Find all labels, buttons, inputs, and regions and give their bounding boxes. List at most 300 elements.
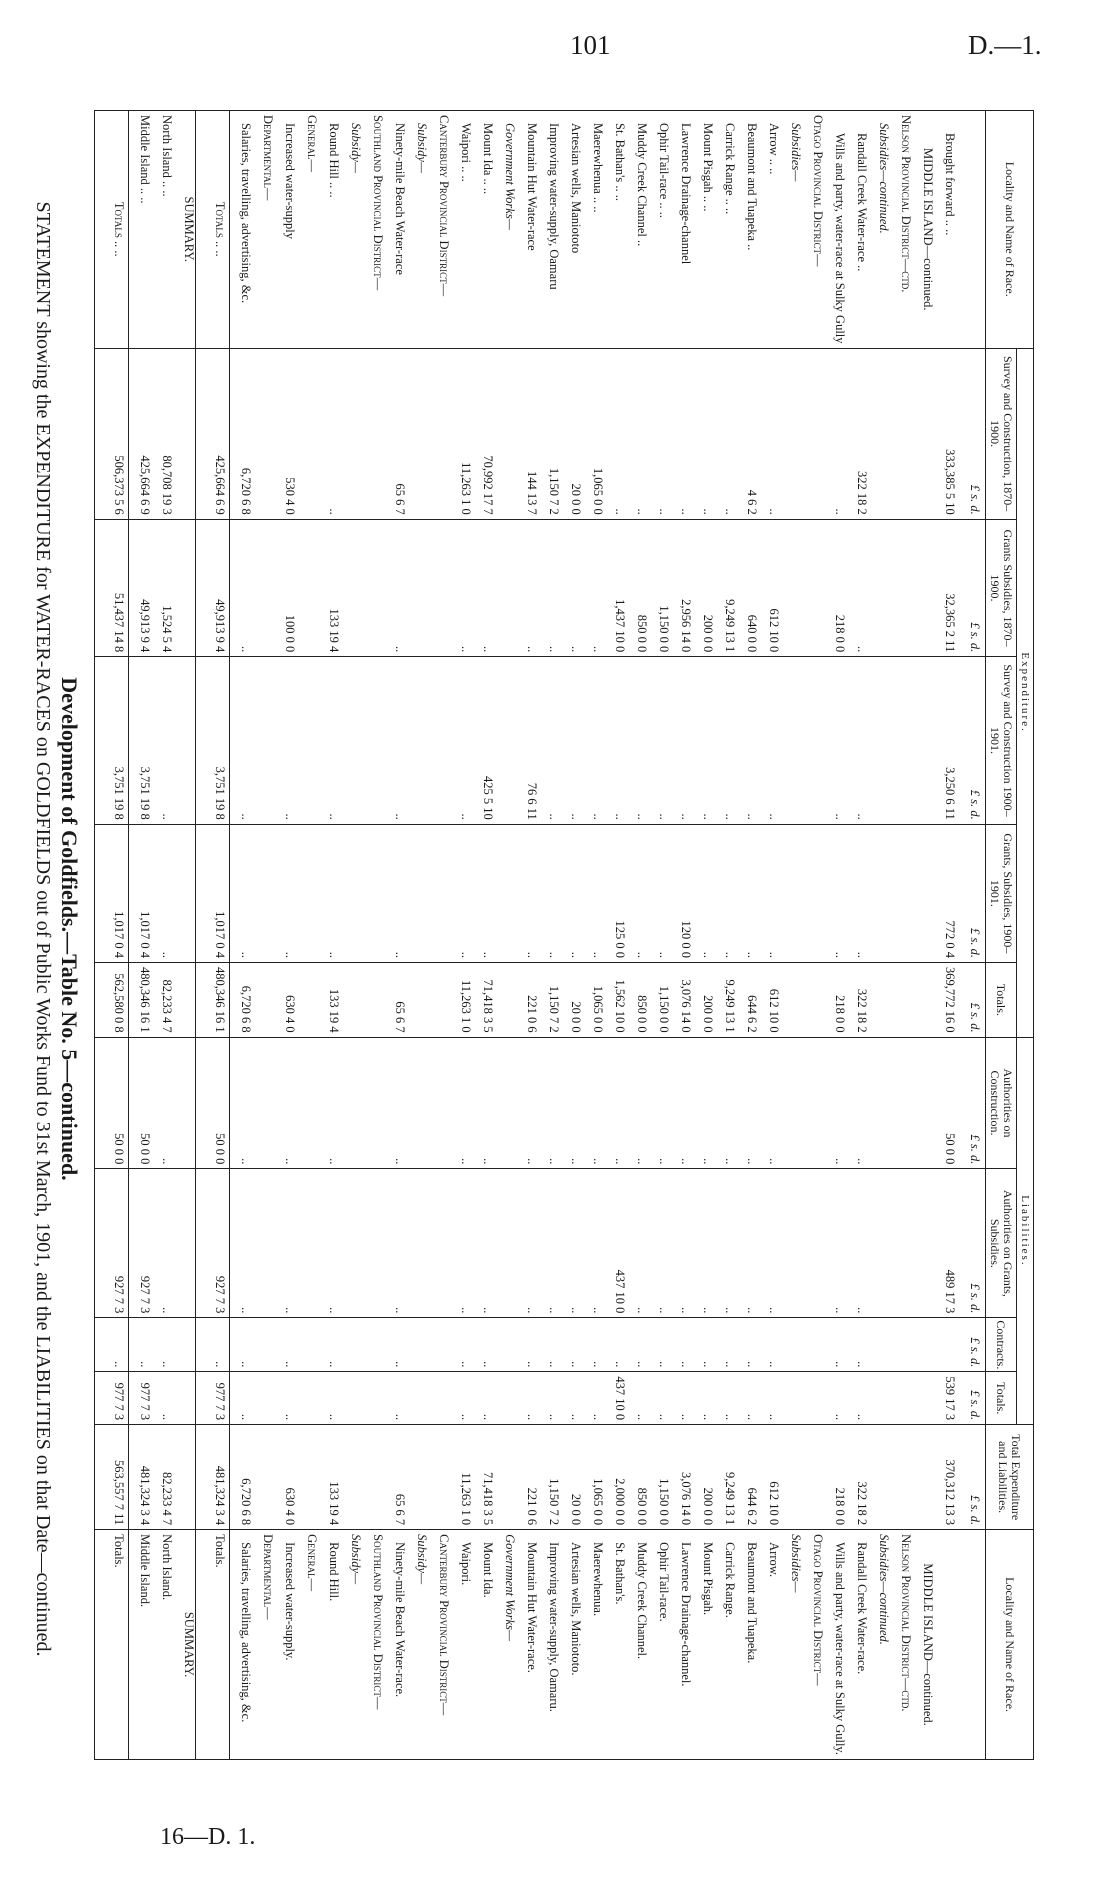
row-label: Mount Pisgah .. .. [692,111,714,349]
cell-c7 [252,1169,274,1318]
row-label-right: Increased water-supply. [274,1530,296,1760]
cell-c3: .. [758,657,780,825]
cell-c2 [494,519,516,656]
cell-c5: 1,150 7 2 [538,963,560,1038]
totals-row [196,111,229,1760]
cell-c10: 481,324 3 4 [196,1425,229,1530]
cell-c6: .. [736,1037,758,1169]
row-label-right: Lawrence Drainage-channel. [670,1530,692,1760]
cell-c9: .. [758,1372,780,1425]
cell-c8: .. [648,1318,670,1372]
table-row [934,111,956,1760]
cell-c9 [494,1372,516,1425]
cell-c5: 82,233 4 7 [151,963,173,1038]
cell-c5: 9,249 13 1 [714,963,736,1038]
unit-label: £ s. d. [956,657,985,825]
cell-c2: .. [538,519,560,656]
cell-c10: 850 0 0 [626,1425,648,1530]
row-label: Beaumont and Tuapeka .. [736,111,758,349]
row-label-right: Subsidy— [406,1530,428,1760]
unit-row [956,111,985,1760]
row-label-right: Artesian wells, Maniototo. [560,1530,582,1760]
row-label: Otago Provincial District— [802,111,824,349]
cell-c6: 50 0 0 [95,1037,129,1169]
cell-c3 [340,657,362,825]
cell-c8 [802,1318,824,1372]
table-row [538,111,560,1760]
cell-c1: 333,385 5 10 [934,348,956,519]
cell-c1 [252,348,274,519]
row-label: Totals .. .. [95,111,129,349]
cell-c9 [252,1372,274,1425]
cell-c4 [252,824,274,962]
cell-c3: .. [151,657,173,825]
cell-c9: .. [516,1372,538,1425]
cell-c2: .. [582,519,604,656]
row-label: St. Bathan's .. .. [604,111,626,349]
table-row [890,111,912,1760]
cell-c9: 977 7 3 [95,1372,129,1425]
cell-c6: 50 0 0 [196,1037,229,1169]
row-label: Increased water-supply [274,111,296,349]
cell-c5: 644 6 2 [736,963,758,1038]
header-grants-1900: Grants, Subsidies, 1900–1901. [985,824,1016,962]
cell-c10: 3,076 14 0 [670,1425,692,1530]
cell-c7: .. [318,1169,340,1318]
cell-c3: 76 6 11 [516,657,538,825]
cell-c10: 1,150 7 2 [538,1425,560,1530]
row-label: Ninety-mile Beach Water-race [384,111,406,349]
row-label-right: Ninety-mile Beach Water-race. [384,1530,406,1760]
cell-c6: 50 0 0 [128,1037,151,1169]
cell-c8 [406,1318,428,1372]
cell-c3: 425 5 10 [472,657,494,825]
cell-c10: 644 6 2 [736,1425,758,1530]
cell-c4: .. [151,824,173,962]
table-row [714,111,736,1760]
cell-c6 [296,1037,318,1169]
row-label: Totals .. .. [196,111,229,349]
row-label-right: Salaries, travelling, advertising, &c. [229,1530,252,1760]
cell-c1 [912,348,934,519]
cell-c1: 20 0 0 [560,348,582,519]
cell-c8: .. [560,1318,582,1372]
cell-c2: 218 0 0 [824,519,846,656]
cell-c8 [934,1318,956,1372]
cell-c9: .. [151,1372,173,1425]
unit-label: £ s. d. [956,824,985,962]
cell-c4: .. [846,824,868,962]
cell-c9: .. [670,1372,692,1425]
table-row [318,111,340,1760]
cell-c8: .. [318,1318,340,1372]
cell-c9: .. [582,1372,604,1425]
cell-c9 [912,1372,934,1425]
row-label: Government Works— [494,111,516,349]
cell-c3 [912,657,934,825]
cell-c1: 4 6 2 [736,348,758,519]
cell-c5: 218 0 0 [824,963,846,1038]
cell-c5 [406,963,428,1038]
cell-c5: 1,150 0 0 [648,963,670,1038]
cell-c8: .. [670,1318,692,1372]
row-label: Ophir Tail-race .. .. [648,111,670,349]
cell-c5 [890,963,912,1038]
cell-c6: 50 0 0 [934,1037,956,1169]
cell-c8: .. [516,1318,538,1372]
header-locality-right: Locality and Name of Race. [985,1530,1033,1760]
cell-c2: 51,437 14 8 [95,519,129,656]
row-label: Muddy Creek Channel .. [626,111,648,349]
header-total-all: Total Expenditure and Liabilities. [985,1425,1033,1530]
row-label: Subsidies—continued. [868,111,890,349]
cell-c4: .. [384,824,406,962]
cell-c8: .. [151,1318,173,1372]
header-expenditure: Expenditure. [1016,348,1033,1037]
cell-c1: 80,708 19 3 [151,348,173,519]
table-row [450,111,472,1760]
row-label: Wills and party, water-race at Sulky Gully [824,111,846,349]
table-row [516,111,538,1760]
row-label-right: Departmental— [252,1530,274,1760]
cell-c6 [780,1037,802,1169]
header-contracts: Contracts. [985,1318,1016,1372]
cell-c10: 133 19 4 [318,1425,340,1530]
cell-c3: .. [229,657,252,825]
cell-c5: 322 18 2 [846,963,868,1038]
cell-c1: .. [758,348,780,519]
cell-c5: 200 0 0 [692,963,714,1038]
summary-heading-row [173,111,196,1760]
cell-c9 [428,1372,450,1425]
cell-c3 [362,657,384,825]
table-row [846,111,868,1760]
cell-c8 [340,1318,362,1372]
cell-c6: .. [538,1037,560,1169]
cell-c4: .. [516,824,538,962]
cell-c5 [296,963,318,1038]
cell-c5: 6,720 6 8 [229,963,252,1038]
cell-c1: .. [626,348,648,519]
cell-c8 [296,1318,318,1372]
cell-c9 [780,1372,802,1425]
cell-c10 [868,1425,890,1530]
cell-c9 [802,1372,824,1425]
row-label: Randall Creek Water-race .. [846,111,868,349]
row-label-right: Nelson Provincial District—ctd. [890,1530,912,1760]
cell-c10: 65 6 7 [384,1425,406,1530]
cell-c1: 70,992 17 7 [472,348,494,519]
table-row [736,111,758,1760]
cell-c2: 1,150 0 0 [648,519,670,656]
cell-c5 [252,963,274,1038]
cell-c6 [362,1037,384,1169]
cell-c1 [890,348,912,519]
cell-c3: .. [714,657,736,825]
cell-c8: .. [472,1318,494,1372]
cell-c7: .. [516,1169,538,1318]
cell-c7: .. [692,1169,714,1318]
cell-c10: 9,249 13 1 [714,1425,736,1530]
table-row [626,111,648,1760]
row-label-right: Maerewhenua. [582,1530,604,1760]
cell-c9: .. [560,1372,582,1425]
table-row [340,111,362,1760]
cell-c10 [912,1425,934,1530]
cell-c4: .. [472,824,494,962]
cell-c9: .. [692,1372,714,1425]
cell-c8: .. [229,1318,252,1372]
cell-c5 [494,963,516,1038]
cell-c1 [340,348,362,519]
cell-c6 [868,1037,890,1169]
table-row [229,111,252,1760]
row-label: Canterbury Provincial District— [428,111,450,349]
cell-c6: .. [229,1037,252,1169]
cell-c7 [494,1169,516,1318]
cell-c9: 437 10 0 [604,1372,626,1425]
cell-c6: .. [318,1037,340,1169]
cell-c2: 133 19 4 [318,519,340,656]
cell-c5: 480,346 16 1 [128,963,151,1038]
cell-c4 [362,824,384,962]
cell-c9 [362,1372,384,1425]
cell-c5: 612 10 0 [758,963,780,1038]
cell-c3: .. [604,657,626,825]
summary-row [151,111,173,1760]
row-label-right: Waipori. [450,1530,472,1760]
cell-c2 [296,519,318,656]
cell-c10: 218 0 0 [824,1425,846,1530]
cell-c9 [890,1372,912,1425]
cell-c7: 927 7 3 [196,1169,229,1318]
cell-c5: 1,562 10 0 [604,963,626,1038]
cell-c6: .. [582,1037,604,1169]
cell-c7: 927 7 3 [95,1169,129,1318]
header-totals-expenditure: Totals. [985,963,1016,1038]
cell-c8 [362,1318,384,1372]
cell-c7: .. [714,1169,736,1318]
cell-c3: 3,250 6 11 [934,657,956,825]
cell-c4 [802,824,824,962]
cell-c9 [340,1372,362,1425]
cell-c5: 480,346 16 1 [196,963,229,1038]
cell-c4: 1,017 0 4 [196,824,229,962]
cell-c3: .. [538,657,560,825]
cell-c10: 2,000 0 0 [604,1425,626,1530]
cell-c8: .. [736,1318,758,1372]
cell-c7: .. [472,1169,494,1318]
cell-c9: .. [384,1372,406,1425]
cell-c3: .. [582,657,604,825]
cell-c10 [890,1425,912,1530]
cell-c8: .. [450,1318,472,1372]
cell-c6 [406,1037,428,1169]
cell-c8: .. [384,1318,406,1372]
cell-c3: 3,751 19 8 [196,657,229,825]
cell-c2 [780,519,802,656]
row-label-right: Round Hill. [318,1530,340,1760]
cell-c5: 133 19 4 [318,963,340,1038]
cell-c1: 6,720 6 8 [229,348,252,519]
cell-c2: .. [384,519,406,656]
cell-c10: 481,324 3 4 [128,1425,151,1530]
cell-c1 [428,348,450,519]
cell-c6: .. [670,1037,692,1169]
cell-c4: 125 0 0 [604,824,626,962]
row-label-right: Beaumont and Tuapeka. [736,1530,758,1760]
cell-c4 [868,824,890,962]
header-grants-1870: Grants Subsidies, 1870–1900. [985,519,1016,656]
cell-c7: 489 17 3 [934,1169,956,1318]
cell-c2: .. [846,519,868,656]
cell-c2: 100 0 0 [274,519,296,656]
cell-c3: .. [824,657,846,825]
table-row [868,111,890,1760]
row-label-right: Wills and party, water-race at Sulky Gully. [824,1530,846,1760]
cell-c5: 71,418 3 5 [472,963,494,1038]
cell-c10: 630 4 0 [274,1425,296,1530]
cell-c7: .. [670,1169,692,1318]
cell-c1: .. [714,348,736,519]
unit-label: £ s. d. [956,519,985,656]
cell-c6: .. [450,1037,472,1169]
row-label-right: Muddy Creek Channel. [626,1530,648,1760]
cell-c10: 221 0 6 [516,1425,538,1530]
row-label-right: Subsidy— [340,1530,362,1760]
cell-c10: 563,557 7 11 [95,1425,129,1530]
row-label: Brought forward .. .. [934,111,956,349]
cell-c6: .. [626,1037,648,1169]
cell-c8: .. [582,1318,604,1372]
row-label: Artesian wells, Maniototo [560,111,582,349]
cell-c9: .. [824,1372,846,1425]
row-label-right: Subsidies—continued. [868,1530,890,1760]
header-totals-liabilities: Totals. [985,1372,1016,1425]
cell-c7 [802,1169,824,1318]
cell-c3: .. [670,657,692,825]
table-subtitle: STATEMENT showing the EXPENDITURE for WATER-RACES on GOLDFIELDS out of Public Works Fund to 31st March, 1901, and the LIABILITIES on that Date—continued. [32,201,54,1657]
cell-c8: .. [824,1318,846,1372]
cell-c1: 65 6 7 [384,348,406,519]
header-survey-1900: Survey and Construction 1900–1901. [985,657,1016,825]
cell-c4: .. [714,824,736,962]
cell-c9: .. [538,1372,560,1425]
cell-c2: 32,365 2 11 [934,519,956,656]
row-label: Waipori .. .. [450,111,472,349]
header-liabilities: Liabilities. [1016,1037,1033,1424]
table-row [362,111,384,1760]
cell-c5: 11,263 1 0 [450,963,472,1038]
cell-c6 [340,1037,362,1169]
unit-label: £ s. d. [956,963,985,1038]
cell-c2: .. [450,519,472,656]
cell-c2 [362,519,384,656]
table-row [912,111,934,1760]
cell-c7: .. [151,1169,173,1318]
cell-c1: .. [318,348,340,519]
cell-c3: 3,751 19 8 [128,657,151,825]
cell-c1: 11,263 1 0 [450,348,472,519]
cell-c7: 927 7 3 [128,1169,151,1318]
cell-c10: 20 0 0 [560,1425,582,1530]
table-body [95,111,986,1760]
cell-c2: 49,913 9 4 [128,519,151,656]
cell-c10 [406,1425,428,1530]
cell-c6 [802,1037,824,1169]
cell-c4: .. [692,824,714,962]
cell-c10: 612 10 0 [758,1425,780,1530]
row-label: Middle Island .. .. [128,111,151,349]
cell-c5 [428,963,450,1038]
table-row [560,111,582,1760]
cell-c3: .. [450,657,472,825]
row-label: Lawrence Drainage-channel [670,111,692,349]
cell-c6: .. [692,1037,714,1169]
cell-c10 [802,1425,824,1530]
cell-c9 [296,1372,318,1425]
cell-c8: .. [604,1318,626,1372]
table-row [252,111,274,1760]
cell-c4 [340,824,362,962]
cell-c8: .. [95,1318,129,1372]
cell-c10 [428,1425,450,1530]
unit-label: £ s. d. [956,1425,985,1530]
cell-c10: 82,233 4 7 [151,1425,173,1530]
cell-c4: .. [582,824,604,962]
cell-c7 [868,1169,890,1318]
cell-c3: .. [560,657,582,825]
cell-c8 [780,1318,802,1372]
row-label-right: Improving water-supply, Oamaru. [538,1530,560,1760]
cell-c7: .. [758,1169,780,1318]
row-label-right: Government Works— [494,1530,516,1760]
cell-c6: .. [384,1037,406,1169]
cell-c1: 1,150 7 2 [538,348,560,519]
cell-c1: 506,373 5 6 [95,348,129,519]
cell-c7 [890,1169,912,1318]
cell-c7 [428,1169,450,1318]
cell-c7 [406,1169,428,1318]
cell-c8: .. [128,1318,151,1372]
cell-c8 [428,1318,450,1372]
cell-c4 [494,824,516,962]
cell-c10: 200 0 0 [692,1425,714,1530]
page-number: 101 [570,30,611,60]
cell-c7: .. [736,1169,758,1318]
row-label-right: MIDDLE ISLAND—continued. [912,1530,934,1760]
row-label-right: Mount Pisgah. [692,1530,714,1760]
unit-label: £ s. d. [956,1169,985,1318]
cell-c6: .. [648,1037,670,1169]
cell-c10: 370,312 13 3 [934,1425,956,1530]
cell-c4: .. [560,824,582,962]
cell-c9: .. [736,1372,758,1425]
cell-c3: .. [736,657,758,825]
row-label: Maerewhenua .. .. [582,111,604,349]
row-label: Salaries, travelling, advertising, &c. [229,111,252,349]
cell-c2: 640 0 0 [736,519,758,656]
row-label: Mountain Hut Water-race [516,111,538,349]
cell-c4: .. [538,824,560,962]
cell-c2 [912,519,934,656]
cell-c2: 1,524 5 4 [151,519,173,656]
cell-c1 [406,348,428,519]
table-row [494,111,516,1760]
cell-c2 [252,519,274,656]
cell-c4: .. [274,824,296,962]
cell-c5 [912,963,934,1038]
